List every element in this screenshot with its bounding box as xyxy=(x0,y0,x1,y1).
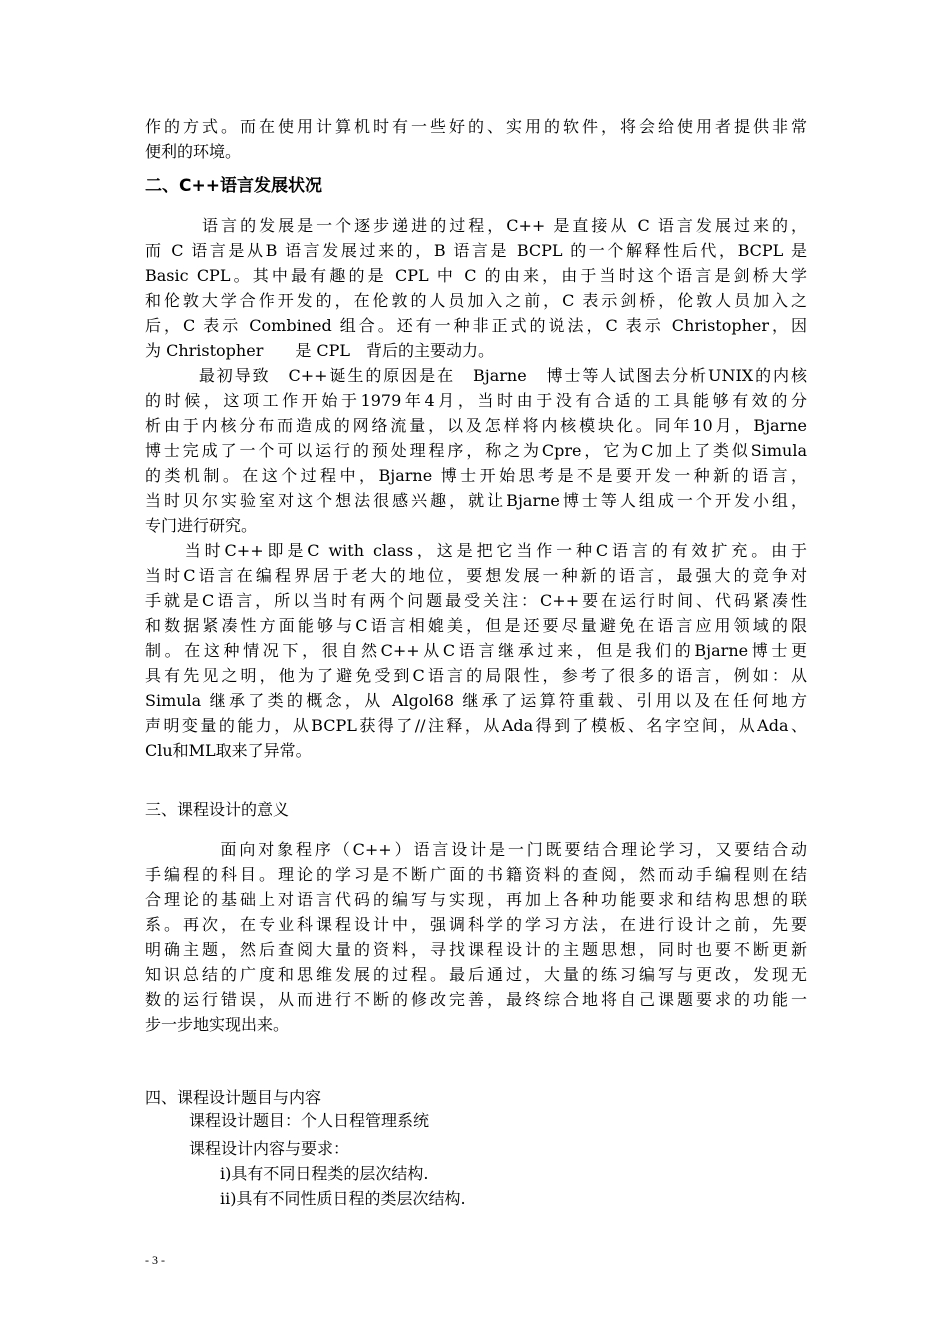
body-text-line: 具有先见之明，他为了避免受到C语言的局限性，参考了很多的语言，例如：从 xyxy=(145,666,807,685)
body-text-line: 的时候，这项工作开始于1979年4月，当时由于没有合适的工具能够有效的分 xyxy=(145,391,807,410)
requirement-item: ii)具有不同性质日程的类层次结构. xyxy=(220,1189,466,1208)
body-text-line: 最初导致 C++诞生的原因是在 Bjarne 博士等人试图去分析UNIX的内核 xyxy=(145,366,807,385)
body-text-line: 明确主题，然后查阅大量的资料，寻找课程设计的主题思想，同时也要不断更新 xyxy=(145,940,807,959)
course-topic: 课程设计题目：个人日程管理系统 xyxy=(189,1111,430,1130)
body-text-line: 和数据紧凑性方面能够与C语言相媲美，但是还要尽量避免在语言应用领域的限 xyxy=(145,616,807,635)
body-text-line: 为 Christopher 是 CPL 背后的主要动力。 xyxy=(145,341,495,360)
body-text-line: 作的方式。而在使用计算机时有一些好的、实用的软件，将会给使用者提供非常 xyxy=(145,117,807,136)
body-text-line: 博士完成了一个可以运行的预处理程序，称之为Cpre，它为C加上了类似Simula xyxy=(145,441,807,460)
body-text-line: 和伦敦大学合作开发的，在伦敦的人员加入之前，C 表示剑桥，伦敦人员加入之 xyxy=(145,291,807,310)
body-text-line: 数的运行错误，从而进行不断的修改完善，最终综合地将自己课题要求的功能一 xyxy=(145,990,807,1009)
requirement-item: i)具有不同日程类的层次结构. xyxy=(220,1164,429,1183)
body-text-line: 专门进行研究。 xyxy=(145,516,258,535)
body-text-line: 当时C语言在编程界居于老大的地位，要想发展一种新的语言，最强大的竞争对 xyxy=(145,566,807,585)
body-text-line: 析由于内核分布而造成的网络流量，以及怎样将内核模块化。同年10月，Bjarne xyxy=(145,416,807,435)
course-content-label: 课程设计内容与要求： xyxy=(189,1139,350,1158)
body-text-line: 当时贝尔实验室对这个想法很感兴趣，就让Bjarne博士等人组成一个开发小组， xyxy=(145,491,807,510)
body-text-line: 制。在这种情况下，很自然C++从C语言继承过来，但是我们的Bjarne博士更 xyxy=(145,641,807,660)
body-text-line: 声明变量的能力，从BCPL获得了//注释，从Ada得到了模板、名字空间，从Ada、 xyxy=(145,716,807,735)
body-text-line: 后，C 表示 Combined 组合。还有一种非正式的说法，C 表示 Christopher，因 xyxy=(145,316,807,335)
section-heading: 二、C++语言发展状况 xyxy=(145,176,322,196)
section-heading: 三、课程设计的意义 xyxy=(145,800,290,819)
page-number: - 3 - xyxy=(145,1253,165,1267)
body-text-line: 手编程的科目。理论的学习是不断广面的书籍资料的查阅，然而动手编程则在结 xyxy=(145,865,807,884)
body-text-line: Simula 继承了类的概念，从 Algol68 继承了运算符重载、引用以及在任何地方 xyxy=(145,691,807,710)
body-text-line: 便利的环境。 xyxy=(145,142,242,161)
body-text-line: 手就是C语言，所以当时有两个问题最受关注：C++要在运行时间、代码紧凑性 xyxy=(145,591,807,610)
body-text-line: 合理论的基础上对语言代码的编写与实现，再加上各种功能要求和结构思想的联 xyxy=(145,890,807,909)
body-text-line: 的类机制。在这个过程中，Bjarne 博士开始思考是不是要开发一种新的语言， xyxy=(145,466,807,485)
body-text-line: 语言的发展是一个逐步递进的过程，C++ 是直接从 C 语言发展过来的， xyxy=(145,216,807,235)
body-text-line: 步一步地实现出来。 xyxy=(145,1015,290,1034)
section-heading: 四、课程设计题目与内容 xyxy=(145,1088,322,1107)
body-text-line: Clu和ML取来了异常。 xyxy=(145,741,312,760)
body-text-line: 知识总结的广度和思维发展的过程。最后通过，大量的练习编写与更改，发现无 xyxy=(145,965,807,984)
body-text-line: Basic CPL。其中最有趣的是 CPL 中 C 的由来，由于当时这个语言是剑桥大学 xyxy=(145,266,807,285)
body-text-line: 而 C 语言是从B 语言发展过来的，B 语言是 BCPL 的一个解释性后代，BCPL 是 xyxy=(145,241,807,260)
body-text-line: 面向对象程序（C++）语言设计是一门既要结合理论学习，又要结合动 xyxy=(145,840,807,859)
body-text-line: 当时C++即是C with class，这是把它当作一种C语言的有效扩充。由于 xyxy=(145,541,807,560)
body-text-line: 系。再次，在专业科课程设计中，强调科学的学习方法，在进行设计之前，先要 xyxy=(145,915,807,934)
